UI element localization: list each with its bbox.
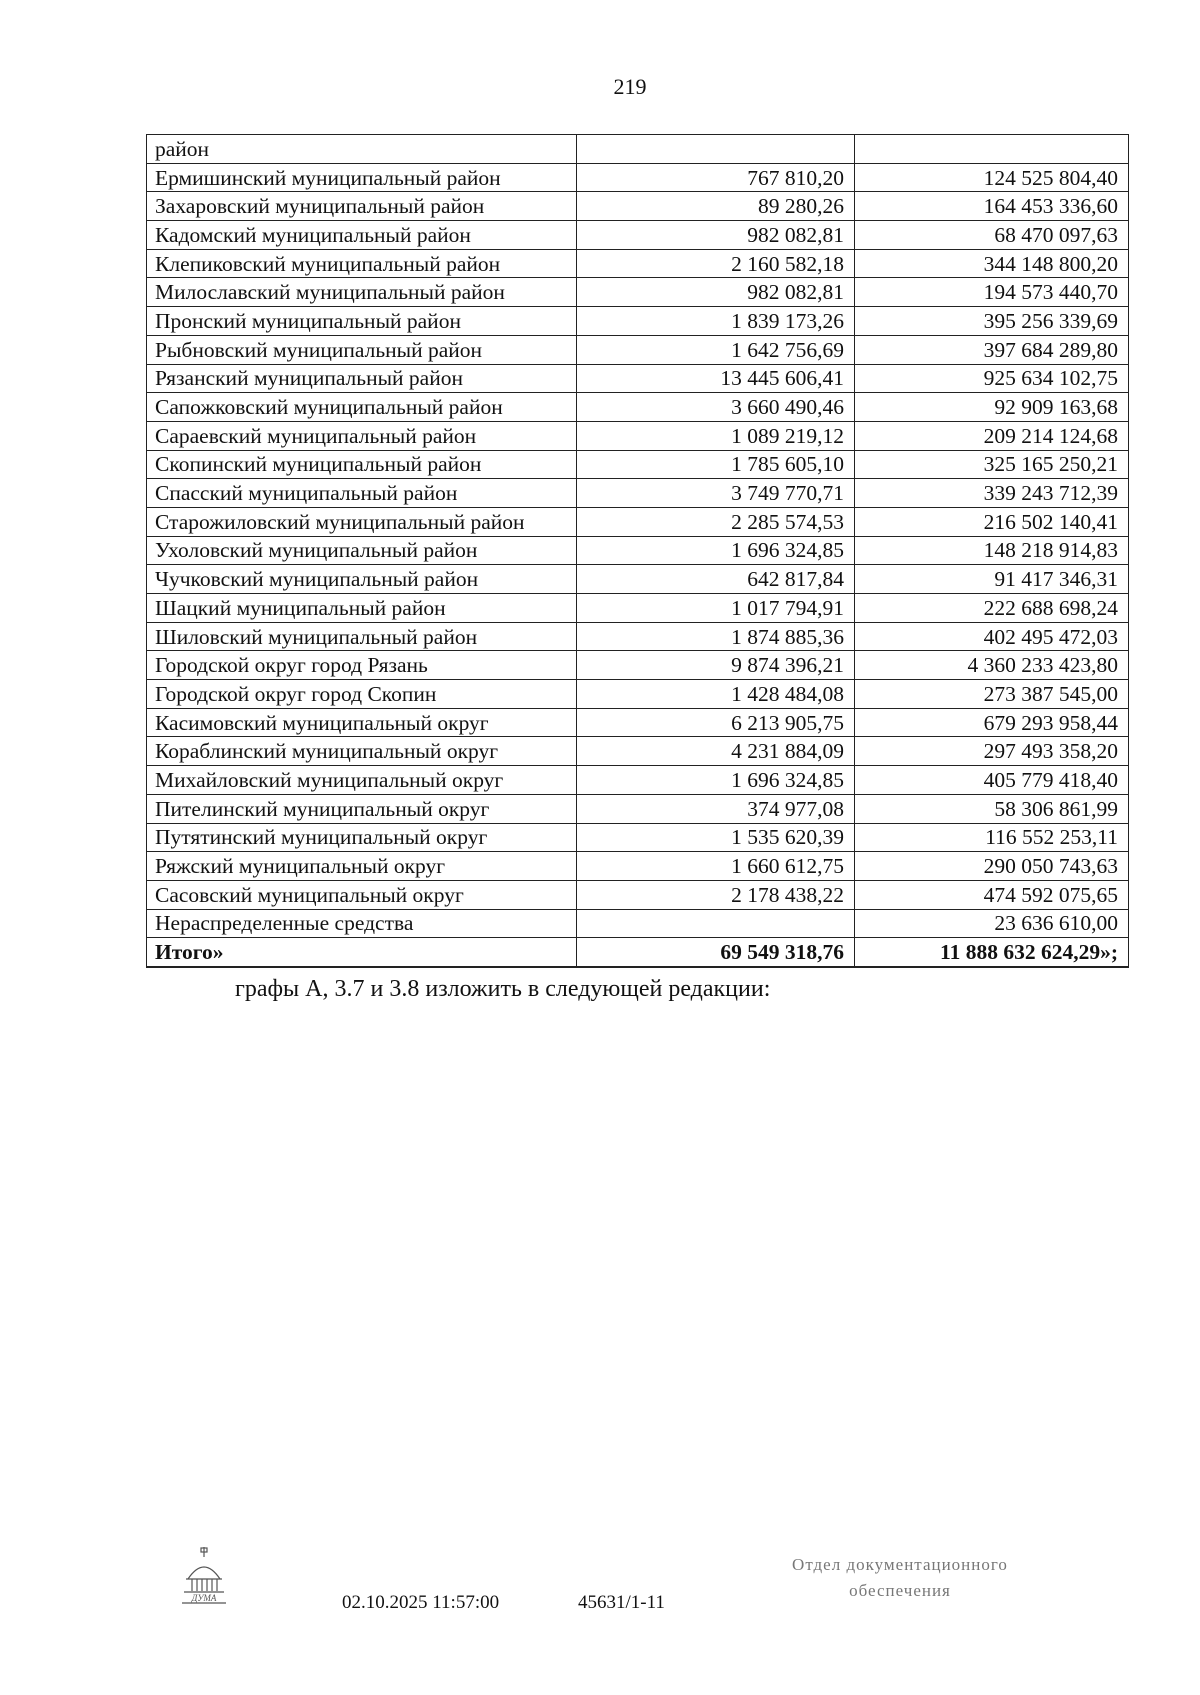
table-row: [147, 507, 1129, 536]
row-value1-cell: 1 785 605,10: [577, 450, 855, 479]
table-row: [147, 249, 1129, 278]
row-value2-cell: 68 470 097,63: [855, 221, 1129, 250]
row-name-cell: Михайловский муниципальный округ: [147, 766, 577, 795]
row-name-cell: Ермишинский муниципальный район: [147, 163, 577, 192]
row-value1-cell: 2 178 438,22: [577, 880, 855, 909]
row-value1-cell: 374 977,08: [577, 794, 855, 823]
row-value2-cell: 148 218 914,83: [855, 536, 1129, 565]
table-row: [147, 651, 1129, 680]
duma-logo: [180, 1545, 228, 1607]
row-value1-cell: 89 280,26: [577, 192, 855, 221]
table-row: [147, 680, 1129, 709]
table-row: [147, 622, 1129, 651]
row-value2-cell: 116 552 253,11: [855, 823, 1129, 852]
row-value1-cell: 2 160 582,18: [577, 249, 855, 278]
row-value1-cell: 3 749 770,71: [577, 479, 855, 508]
footer-doc-number: 45631/1-11: [578, 1592, 665, 1613]
table-row: [147, 335, 1129, 364]
row-name-cell: Касимовский муниципальный округ: [147, 708, 577, 737]
total-row: [147, 938, 1129, 967]
table-row: [147, 307, 1129, 336]
row-value1-cell: 767 810,20: [577, 163, 855, 192]
row-value1-cell: 1 696 324,85: [577, 766, 855, 795]
table-row: [147, 192, 1129, 221]
row-name-cell: Чучковский муниципальный район: [147, 565, 577, 594]
row-name-cell: Сасовский муниципальный округ: [147, 880, 577, 909]
table-row: [147, 135, 1129, 164]
stamp-line-1: Отдел документационного: [792, 1555, 1008, 1574]
table-row: [147, 737, 1129, 766]
table-row: [147, 393, 1129, 422]
row-value2-cell: 339 243 712,39: [855, 479, 1129, 508]
row-value1-cell: 982 082,81: [577, 221, 855, 250]
row-name-cell: Сапожковский муниципальный район: [147, 393, 577, 422]
row-value1-cell: 3 660 490,46: [577, 393, 855, 422]
table-row: [147, 565, 1129, 594]
row-name-cell: Старожиловский муниципальный район: [147, 507, 577, 536]
table-row: [147, 852, 1129, 881]
row-value1-cell: 1 535 620,39: [577, 823, 855, 852]
row-name-cell: Ряжский муниципальный округ: [147, 852, 577, 881]
row-name-cell: Шацкий муниципальный район: [147, 594, 577, 623]
row-value2-cell: 92 909 163,68: [855, 393, 1129, 422]
row-name-cell: Скопинский муниципальный район: [147, 450, 577, 479]
row-name-cell: Милославский муниципальный район: [147, 278, 577, 307]
row-name-cell: район: [147, 135, 577, 164]
row-value1-cell: 1 017 794,91: [577, 594, 855, 623]
row-value1-cell: 69 549 318,76: [577, 938, 855, 967]
row-value2-cell: 397 684 289,80: [855, 335, 1129, 364]
row-value2-cell: [855, 135, 1129, 164]
row-value2-cell: 273 387 545,00: [855, 680, 1129, 709]
row-value1-cell: 4 231 884,09: [577, 737, 855, 766]
row-name-cell: Городской округ город Рязань: [147, 651, 577, 680]
row-value2-cell: 4 360 233 423,80: [855, 651, 1129, 680]
table-row: [147, 880, 1129, 909]
page-number: 219: [613, 74, 647, 99]
row-name-cell: Ухоловский муниципальный район: [147, 536, 577, 565]
table-row: [147, 794, 1129, 823]
row-value1-cell: 2 285 574,53: [577, 507, 855, 536]
row-name-cell: Итого»: [147, 938, 577, 967]
table-row: [147, 450, 1129, 479]
footer-date: 02.10.2025 11:57:00: [342, 1592, 500, 1613]
row-value2-cell: 290 050 743,63: [855, 852, 1129, 881]
row-name-cell: Пронский муниципальный район: [147, 307, 577, 336]
row-value1-cell: 1 089 219,12: [577, 421, 855, 450]
row-value2-cell: 91 417 346,31: [855, 565, 1129, 594]
row-value2-cell: 474 592 075,65: [855, 880, 1129, 909]
row-value1-cell: 1 839 173,26: [577, 307, 855, 336]
table-body: [147, 135, 1129, 967]
row-value1-cell: 642 817,84: [577, 565, 855, 594]
row-name-cell: Нераспределенные средства: [147, 909, 577, 938]
row-value2-cell: 222 688 698,24: [855, 594, 1129, 623]
row-name-cell: Спасский муниципальный район: [147, 479, 577, 508]
row-value2-cell: 124 525 804,40: [855, 163, 1129, 192]
row-value2-cell: 325 165 250,21: [855, 450, 1129, 479]
row-value1-cell: [577, 909, 855, 938]
row-value2-cell: 297 493 358,20: [855, 737, 1129, 766]
row-name-cell: Кораблинский муниципальный округ: [147, 737, 577, 766]
table-row: [147, 766, 1129, 795]
table-row: [147, 421, 1129, 450]
row-name-cell: Пителинский муниципальный округ: [147, 794, 577, 823]
row-value2-cell: 216 502 140,41: [855, 507, 1129, 536]
table-row: [147, 163, 1129, 192]
row-value2-cell: 679 293 958,44: [855, 708, 1129, 737]
row-name-cell: Рязанский муниципальный район: [147, 364, 577, 393]
row-value1-cell: 1 696 324,85: [577, 536, 855, 565]
row-value2-cell: 925 634 102,75: [855, 364, 1129, 393]
row-name-cell: Клепиковский муниципальный район: [147, 249, 577, 278]
row-value1-cell: 1 660 612,75: [577, 852, 855, 881]
row-name-cell: Шиловский муниципальный район: [147, 622, 577, 651]
table-row: [147, 278, 1129, 307]
table-row: [147, 823, 1129, 852]
row-value2-cell: 395 256 339,69: [855, 307, 1129, 336]
row-name-cell: Рыбновский муниципальный район: [147, 335, 577, 364]
row-value2-cell: 344 148 800,20: [855, 249, 1129, 278]
row-name-cell: Городской округ город Скопин: [147, 680, 577, 709]
row-value2-cell: 194 573 440,70: [855, 278, 1129, 307]
row-value1-cell: 13 445 606,41: [577, 364, 855, 393]
table-row: [147, 909, 1129, 938]
row-value1-cell: [577, 135, 855, 164]
stamp-line-2: обеспечения: [849, 1581, 951, 1600]
row-value2-cell: 58 306 861,99: [855, 794, 1129, 823]
budget-table: [146, 134, 1129, 968]
row-name-cell: Кадомский муниципальный район: [147, 221, 577, 250]
row-value1-cell: 1 874 885,36: [577, 622, 855, 651]
row-value2-cell: 209 214 124,68: [855, 421, 1129, 450]
row-value2-cell: 405 779 418,40: [855, 766, 1129, 795]
department-stamp: [760, 1552, 1040, 1604]
table-row: [147, 364, 1129, 393]
row-name-cell: Сараевский муниципальный район: [147, 421, 577, 450]
row-value1-cell: 982 082,81: [577, 278, 855, 307]
table-row: [147, 536, 1129, 565]
table-row: [147, 708, 1129, 737]
row-value1-cell: 9 874 396,21: [577, 651, 855, 680]
row-value2-cell: 23 636 610,00: [855, 909, 1129, 938]
row-value1-cell: 6 213 905,75: [577, 708, 855, 737]
row-name-cell: Захаровский муниципальный район: [147, 192, 577, 221]
row-value1-cell: 1 642 756,69: [577, 335, 855, 364]
row-value2-cell: 402 495 472,03: [855, 622, 1129, 651]
row-value2-cell: 11 888 632 624,29»;: [855, 938, 1129, 967]
table-row: [147, 594, 1129, 623]
row-value1-cell: 1 428 484,08: [577, 680, 855, 709]
row-name-cell: Путятинский муниципальный округ: [147, 823, 577, 852]
table-row: [147, 479, 1129, 508]
row-value2-cell: 164 453 336,60: [855, 192, 1129, 221]
logo-text: ДУМА: [191, 1593, 217, 1603]
table-row: [147, 221, 1129, 250]
amendment-text: графы А, 3.7 и 3.8 изложить в следующей редакции:: [235, 976, 771, 1002]
